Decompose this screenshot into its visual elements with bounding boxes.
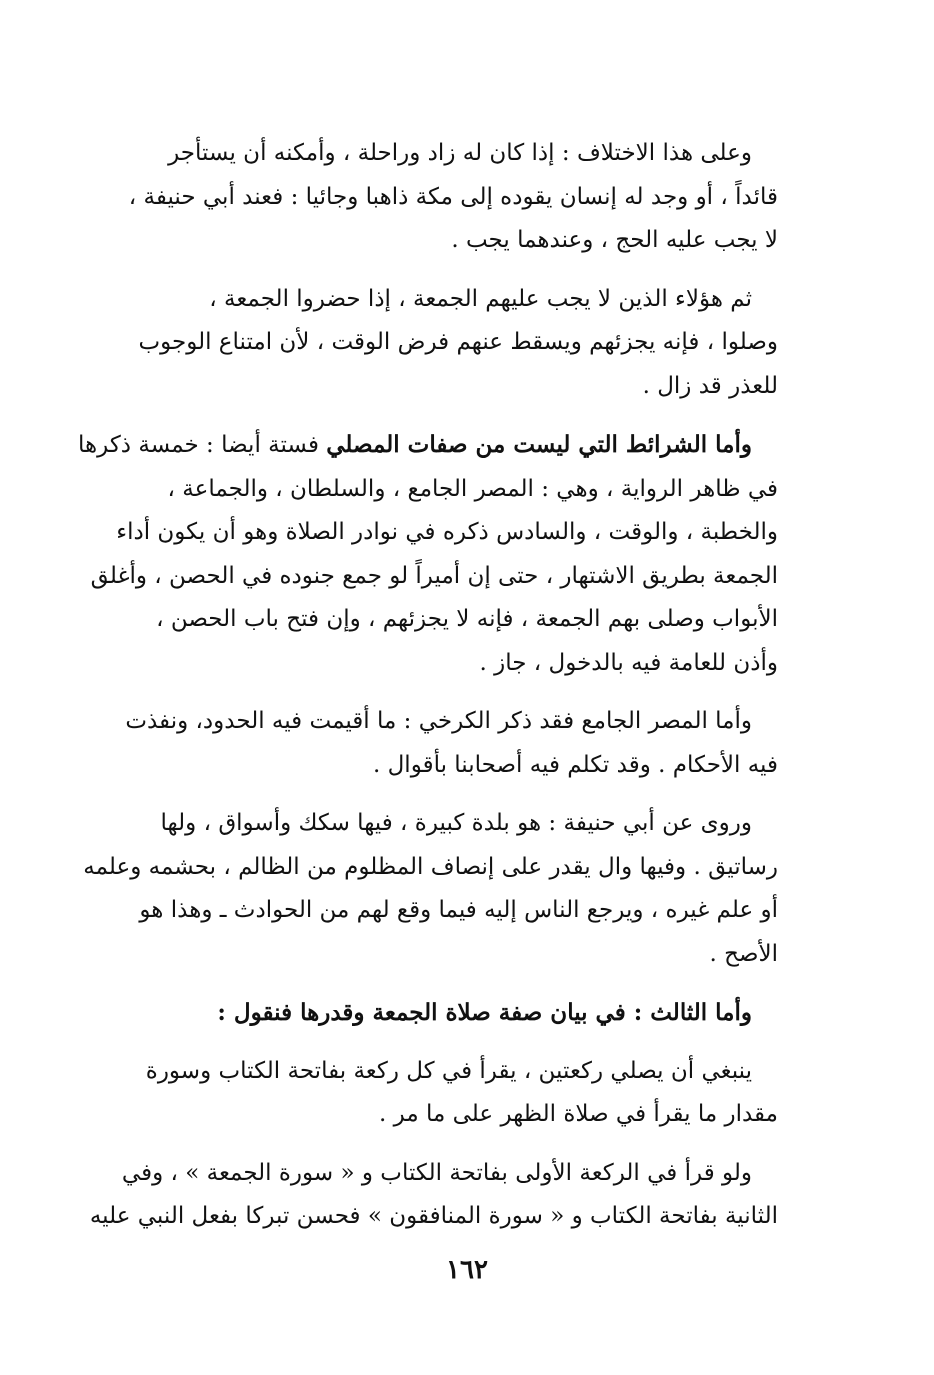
page-body bbox=[78, 132, 778, 1254]
text-line: قائداً ، أو وجد له إنسان يقوده إلى مكة ذاهبا وجائيا : فعند أبي حنيفة ، bbox=[128, 183, 778, 210]
text-line: والخطبة ، والوقت ، والسادس ذكره في نوادر الصلاة وهو أن يكون أداء bbox=[116, 519, 778, 545]
paragraph-1 bbox=[118, 132, 778, 263]
text-line: ولو قرأ في الركعة الأولى بفاتحة الكتاب و « سورة الجمعة » ، وفي bbox=[121, 1159, 752, 1186]
paragraph-3 bbox=[78, 423, 778, 685]
text-line: فيه الأحكام . وقد تكلم فيه أصحابنا بأقوال . bbox=[372, 751, 778, 778]
paragraph-6 bbox=[118, 1050, 778, 1137]
text-line: وأما المصر الجامع فقد ذكر الكرخي : ما أقيمت فيه الحدود، ونفذت bbox=[125, 708, 752, 734]
text-line: رساتيق . وفيها وال يقدر على إنصاف المظلوم من الظالم ، بحشمه وعلمه bbox=[83, 853, 778, 880]
text-line: الأصح . bbox=[709, 940, 778, 967]
paragraph-2 bbox=[118, 278, 778, 409]
paragraph-5 bbox=[83, 802, 778, 976]
page-number: ١٦٢ bbox=[446, 1255, 488, 1285]
bold-lead-phrase: وأما الشرائط التي ليست من صفات المصلي bbox=[326, 431, 752, 458]
text-line: الأبواب وصلى بهم الجمعة ، فإنه لا يجزئهم ، وإن فتح باب الحصن ، bbox=[156, 606, 778, 632]
paragraph-7 bbox=[89, 1152, 778, 1239]
text-line: وصلوا ، فإنه يجزئهم ويسقط عنهم فرض الوقت ، لأن امتناع الوجوب bbox=[138, 329, 778, 355]
text-line: للعذر قد زال . bbox=[642, 372, 778, 399]
text-line-rest: فستة أيضا : خمسة ذكرها bbox=[78, 432, 327, 458]
text-line: وروى عن أبي حنيفة : هو بلدة كبيرة ، فيها سكك وأسواق ، ولها bbox=[160, 810, 752, 836]
paragraph-4 bbox=[118, 700, 778, 787]
text-line: مقدار ما يقرأ في صلاة الظهر على ما مر . bbox=[379, 1101, 778, 1127]
section-heading: وأما الثالث : في بيان صفة صلاة الجمعة وقدرها فنقول : bbox=[217, 999, 752, 1026]
text-line: وأذن للعامة فيه بالدخول ، جاز . bbox=[479, 649, 778, 676]
text-line: لا يجب عليه الحج ، وعندهما يجب . bbox=[451, 227, 778, 253]
text-line: أو علم غيره ، ويرجع الناس إليه فيما وقع لهم من الحوادث ـ وهذا هو bbox=[139, 897, 778, 923]
text-line: ينبغي أن يصلي ركعتين ، يقرأ في كل ركعة بفاتحة الكتاب وسورة bbox=[145, 1057, 752, 1084]
text-line: ثم هؤلاء الذين لا يجب عليهم الجمعة ، إذا حضروا الجمعة ، bbox=[209, 285, 752, 312]
text-line: وعلى هذا الاختلاف : إذا كان له زاد وراحلة ، وأمكنه أن يستأجر bbox=[168, 140, 752, 166]
text-line: في ظاهر الرواية ، وهي : المصر الجامع ، والسلطان ، والجماعة ، bbox=[167, 475, 778, 502]
text-line: الجمعة بطريق الاشتهار ، حتى إن أميراً لو جمع جنوده في الحصن ، وأغلق bbox=[90, 562, 778, 589]
text-line bbox=[78, 423, 778, 468]
text-line: الثانية بفاتحة الكتاب و « سورة المنافقون » فحسن تبركا بفعل النبي عليه bbox=[89, 1203, 778, 1229]
